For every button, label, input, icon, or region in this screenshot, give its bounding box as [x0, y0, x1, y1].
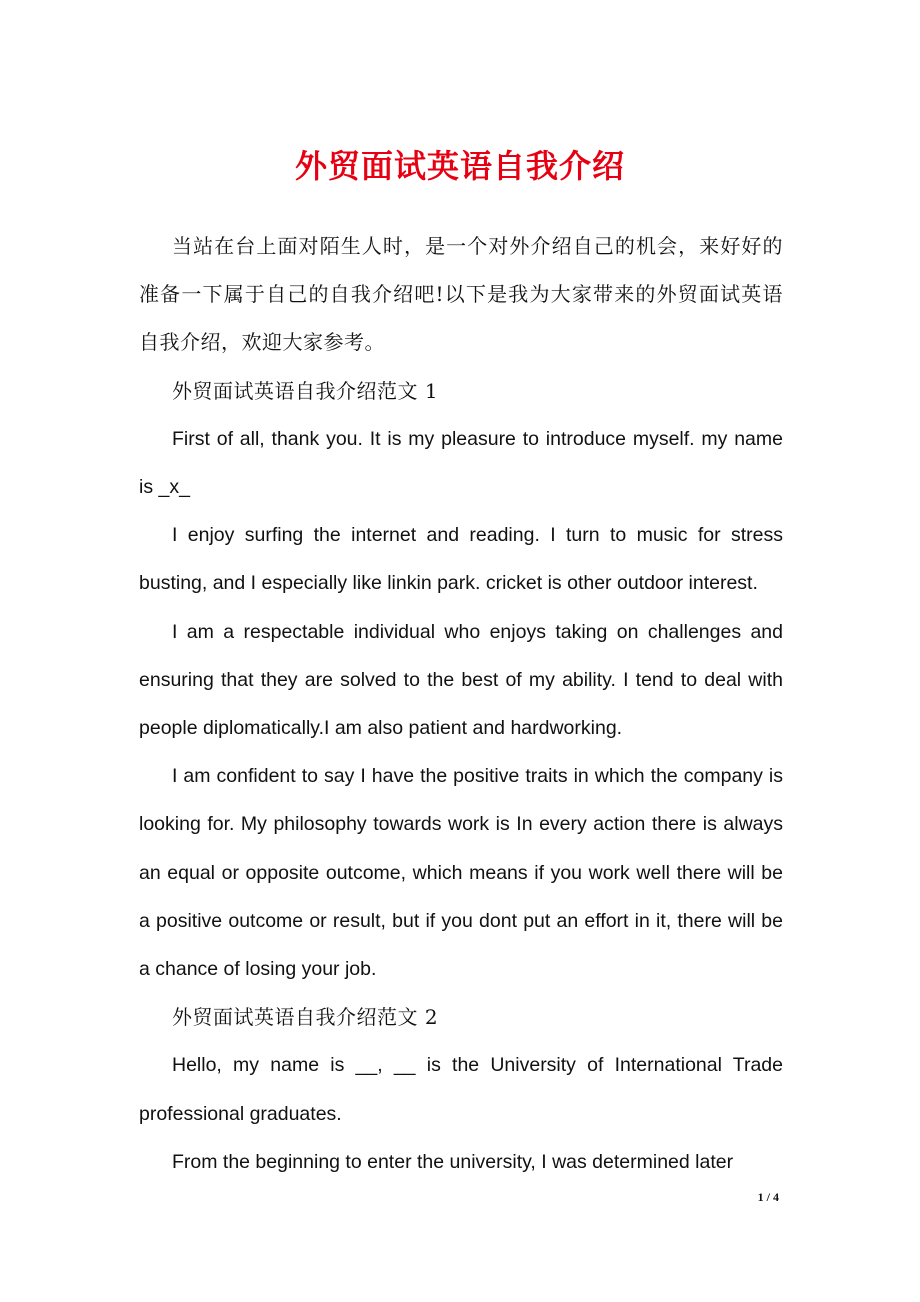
sample-1-heading: 外贸面试英语自我介绍范文 1 — [172, 378, 439, 403]
sample-2-paragraph-1: Hello, my name is __, __ is the University of International Trade professional graduates. — [139, 1054, 783, 1125]
sample-1-paragraph-2: I enjoy surfing the internet and reading. I turn to music for stress busting, and I especially like linkin park. cricket is other outdoor interest. — [139, 524, 783, 595]
sample-1-paragraph-4: I am confident to say I have the positive traits in which the company is looking for. My philosophy towards work is In every action there is always an equal or opposite outcome, which means if you work well there will be a positive outcome or result, but if you dont put an effort in it, there will be a chance of losing your job. — [139, 765, 783, 981]
page-number: 1 / 4 — [757, 1190, 779, 1204]
sample-1-paragraph-1: First of all, thank you. It is my pleasure to introduce myself. my name is _x_ — [139, 427, 783, 499]
document-body — [139, 222, 783, 1186]
sample-1-paragraph-3: I am a respectable individual who enjoys taking on challenges and ensuring that they are solved to the best of my ability. I tend to deal with people diplomatically.I am also patient and hardworking. — [139, 620, 783, 740]
sample-2-heading: 外贸面试英语自我介绍范文 2 — [172, 1005, 439, 1030]
intro-paragraph: 当站在台上面对陌生人时，是一个对外介绍自己的机会，来好好的准备一下属于自己的自我介绍吧!以下是我为大家带来的外贸面试英语自我介绍，欢迎大家参考。 — [139, 234, 783, 355]
sample-2-paragraph-2: From the beginning to enter the university, I was determined later — [172, 1150, 734, 1173]
document-title: 外贸面试英语自我介绍 — [294, 147, 625, 185]
